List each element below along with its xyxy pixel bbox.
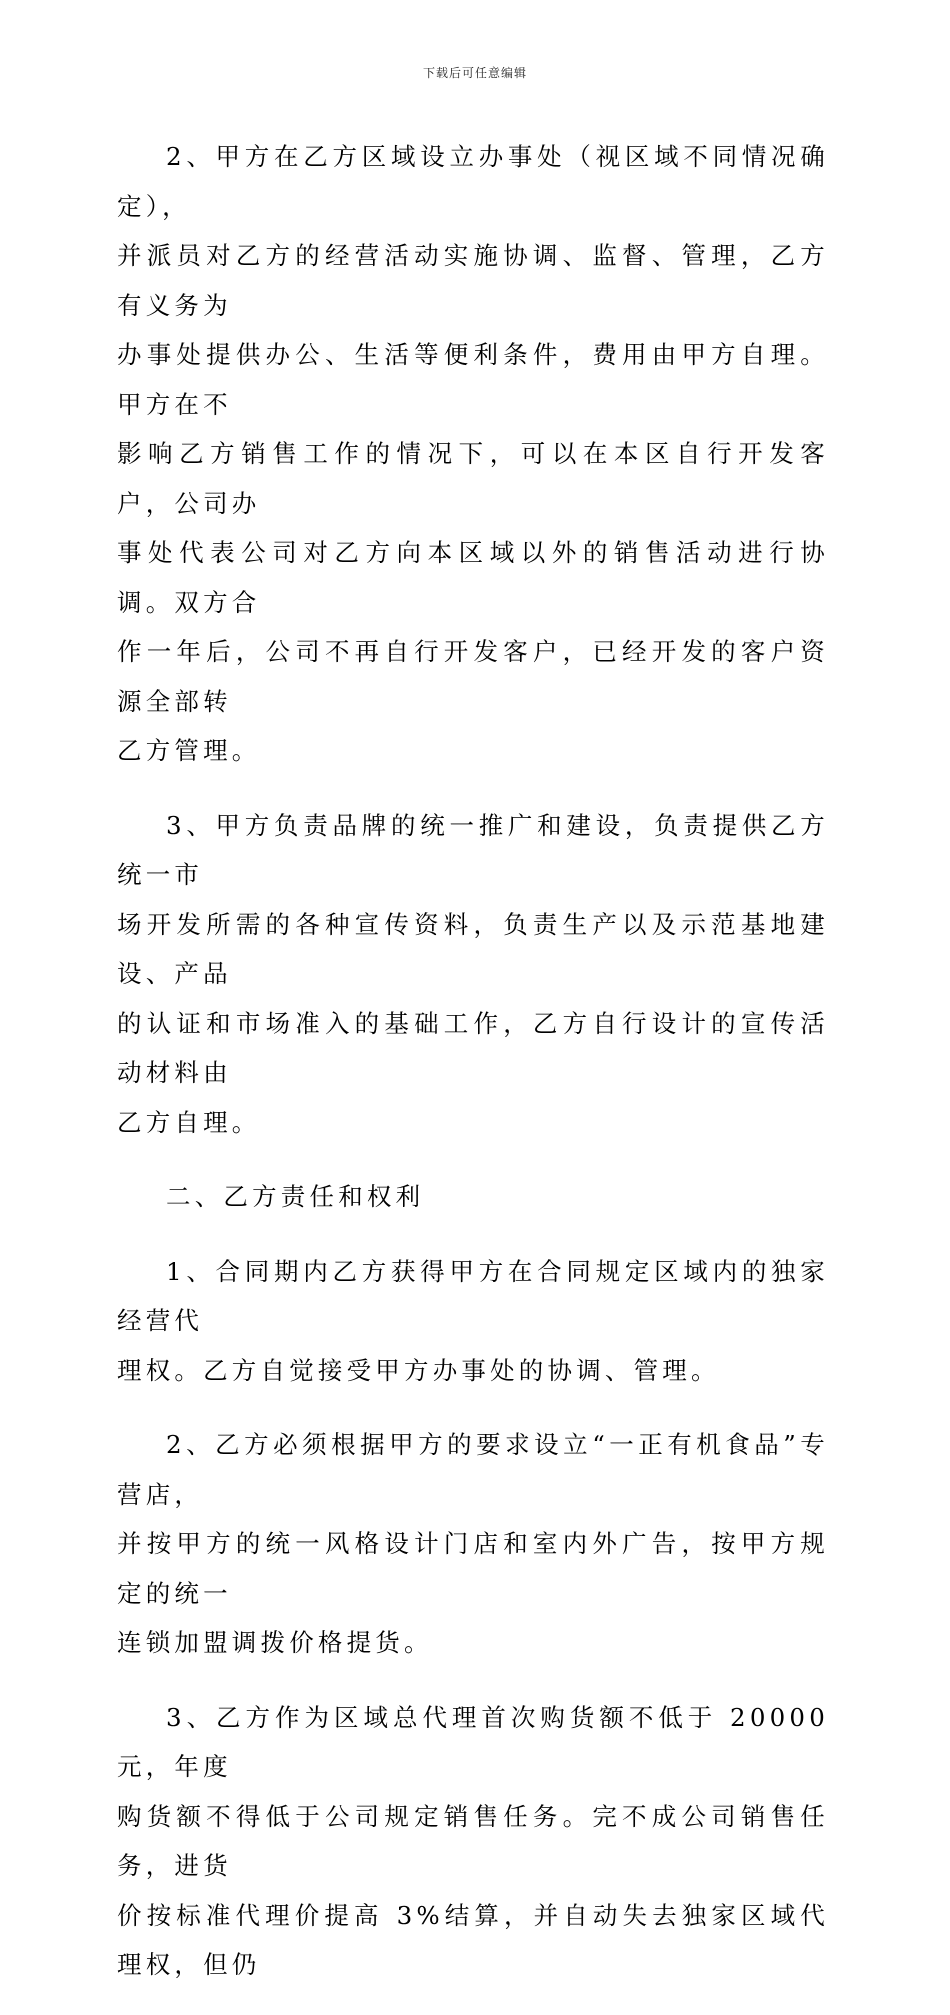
document-body [117,132,829,2015]
page-header-note: 下载后可任意编辑 [422,66,527,80]
paragraph-clause-a3: 3、甲方负责品牌的统一推广和建设，负责提供乙方统一市 场开发所需的各种宣传资料，负责生产以及示范基地建设、产品 的认证和市场准入的基础工作，乙方自行设计的宣传活动材料由 乙方自理。 [117,810,829,1137]
paragraph-clause-b2: 2、乙方必须根据甲方的要求设立“一正有机食品”专营店， 并按甲方的统一风格设计门店和室内外广告，按甲方规定的统一 连锁加盟调拨价格提货。 [117,1430,829,1657]
paragraph-clause-b3: 3、乙方作为区域总代理首次购货额不低于 20000 元，年度 购货额不得低于公司规定销售任务。完不成公司销售任务，进货 价按标准代理价提高 3%结算，并自动失去独家区域代理权，但仍 [117,1702,829,1979]
paragraph-clause-b1: 1、合同期内乙方获得甲方在合同规定区域内的独家经营代 理权。乙方自觉接受甲方办事处的协调、管理。 [117,1256,829,1385]
paragraph-clause-a2: 2、甲方在乙方区域设立办事处（视区域不同情况确定）， 并派员对乙方的经营活动实施协调、监督、管理，乙方有义务为 办事处提供办公、生活等便利条件，费用由甲方自理。甲方在不 影响乙方销售工作的情况下，可以在本区自行开发客户，公司办 事处代表公司对乙方向本区域以外的销售活动进行协调。双方合 作一年后，公司不再自行开发客户，已经开发的客户资源全部转 乙方管理。 [117,142,829,765]
section-heading-party-b: 二、乙方责任和权利 [166,1182,425,1211]
